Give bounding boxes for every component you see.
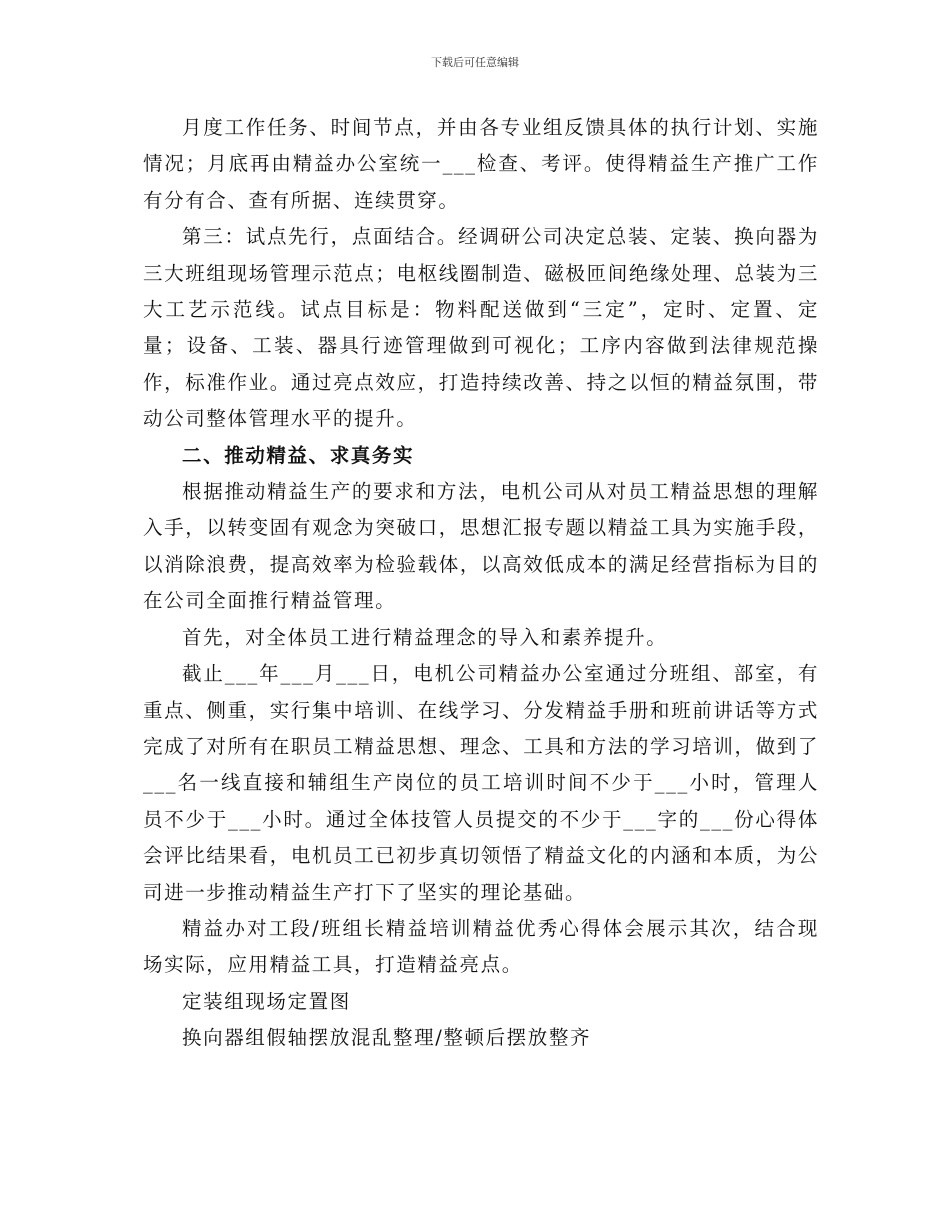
paragraph-layout-diagram: 定装组现场定置图	[182, 989, 351, 1013]
paragraph-lean-approach: 根据推动精益生产的要求和方法，电机公司从对员工精益思想的理解入手，以转变固有观念为突破口，思想汇报专题以精益工具为实施手段，以消除浪费，提高效率为检验载体，以高效低成本的满足经营指标为目的在公司全面推行精益管理。	[143, 480, 819, 613]
document-body	[143, 110, 819, 1057]
paragraph-commutator-group: 换向器组假轴摆放混乱整理/整顿后摆放整齐	[182, 1026, 592, 1050]
section-heading: 二、推动精益、求真务实	[182, 443, 415, 467]
paragraph-lean-office: 精益办对工段/班组长精益培训精益优秀心得体会展示其次，结合现场实际，应用精益工具，打造精益亮点。	[143, 916, 819, 977]
paragraph-training-deadline: 截止___年___月___日，电机公司精益办公室通过分班组、部室，有重点、侧重，实行集中培训、在线学习、分发精益手册和班前讲话等方式完成了对所有在职员工精益思想、理念、工具和方法的学习培训，做到了___名一线直接和辅组生产岗位的员工培训时间不少于___小时，管理人员不少于___小时。通过全体技管人员提交的不少于___字的___份心得体会评比结果看，电机员工已初步真切领悟了精益文化的内涵和本质，为公司进一步推动精益生产打下了坚实的理论基础。	[143, 662, 819, 904]
paragraph-monthly-tasks: 月度工作任务、时间节点，并由各专业组反馈具体的执行计划、实施情况；月底再由精益办公室统一___检查、考评。使得精益生产推广工作有分有合、查有所据、连续贯穿。	[143, 116, 819, 212]
page-header: 下载后可任意编辑	[431, 56, 519, 69]
paragraph-first-step: 首先，对全体员工进行精益理念的导入和素养提升。	[182, 625, 668, 649]
paragraph-pilot-first: 第三：试点先行，点面结合。经调研公司决定总装、定装、换向器为三大班组现场管理示范点；电枢线圈制造、磁极匝间绝缘处理、总装为三大工艺示范线。试点目标是：物料配送做到“三定”，定时、定置、定量；设备、工装、器具行迹管理做到可视化；工序内容做到法律规范操作，标准作业。通过亮点效应，打造持续改善、持之以恒的精益氛围，带动公司整体管理水平的提升。	[143, 225, 819, 431]
